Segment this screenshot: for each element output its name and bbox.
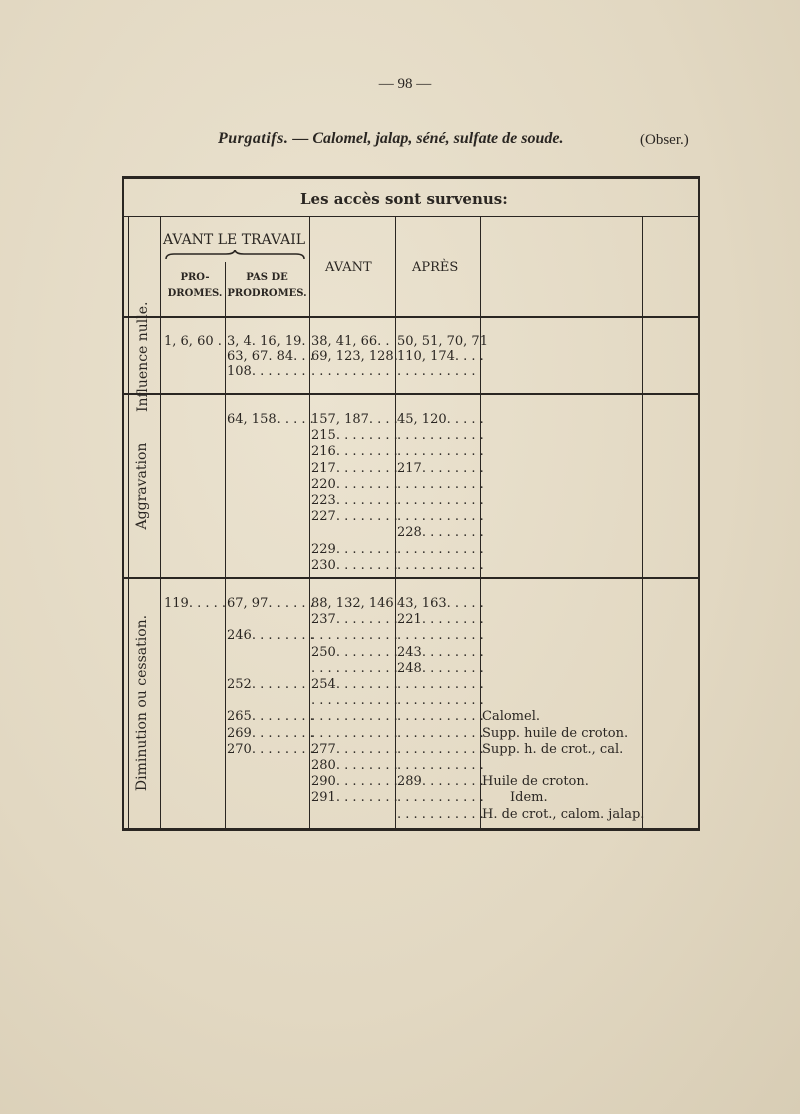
table-caption: Les accès sont survenus:: [300, 190, 508, 208]
header-pas-prodromes-1: PAS DE: [246, 272, 288, 283]
aggravation-avant-7: 227. . . . . . . .: [311, 509, 398, 525]
diminution-pas-prodromes-9: 270. . . . . . . .: [227, 741, 314, 757]
aggravation-apres-10: . . . . . . . . . . .: [397, 557, 484, 573]
diminution-apres-2: 221. . . . . . . .: [397, 612, 484, 628]
aggravation-avant-6: 223. . . . . . . .: [311, 493, 398, 508]
diminution-pas-prodromes-7: 265. . . . . . . .: [227, 709, 314, 725]
influence-avant-2: 69, 123, 128.: [311, 349, 398, 364]
diminution-avant-2: 237. . . . . . . .: [311, 612, 398, 628]
influence-pas-prodromes-3: 108. . . . . . .: [227, 364, 306, 379]
aggravation-avant-9: 229. . . . . . . .: [311, 541, 398, 557]
caption-rule: [124, 216, 698, 217]
diminution-pas-prodromes-1: 67, 97. . . . . .: [227, 596, 314, 611]
aggravation-apres-2: . . . . . . . . . . .: [397, 428, 484, 444]
diminution-remark-2: Supp. huile de croton.: [482, 725, 629, 741]
aggravation-apres-6: . . . . . . . . . . .: [397, 493, 484, 508]
rowlabel-col-rule: [160, 216, 161, 830]
diminution-avant-3: . . . . . . . . . . .: [311, 628, 398, 644]
aggravation-rule: [124, 577, 698, 579]
aggravation-apres-4: 217. . . . . . . .: [397, 460, 484, 476]
heading-items: Calomel, jalap, séné, sulfate de soude.: [312, 130, 564, 147]
influence-apres-1: 50, 51, 70, 71: [397, 334, 488, 349]
influence-apres-3: . . . . . . . . . .: [397, 364, 476, 379]
diminution-apres-7: . . . . . . . . . . .: [397, 693, 484, 709]
aggravation-avant-3: 216. . . . . . . .: [311, 444, 398, 460]
row-label-aggravation: Aggravation: [134, 442, 150, 530]
diminution-avant-6: 254. . . . . . . .: [311, 677, 398, 692]
aggravation-apres-7: . . . . . . . . . . .: [397, 509, 484, 525]
aggravation-apres-5: . . . . . . . . . . .: [397, 476, 484, 492]
diminution-remark-5: Huile de croton.: [482, 774, 589, 790]
diminution-apres-8: . . . . . . . . . . .: [397, 709, 484, 725]
diminution-avant-9: . . . . . . . . . . .: [311, 725, 398, 741]
aggravation-avant-1: 157, 187. . . .: [311, 412, 398, 427]
influence-pas-prodromes-2: 63, 67. 84. . .: [227, 349, 314, 364]
table-border-top: [122, 176, 700, 179]
aggravation-apres-1: 45, 120. . . . .: [397, 412, 484, 427]
diminution-pas-prodromes-3: 246. . . . . . . .: [227, 628, 314, 644]
diminution-pas-prodromes-5: 252. . . . . . .: [227, 677, 306, 692]
aggravation-avant-10: 230. . . . . . . .: [311, 557, 398, 573]
aggravation-apres-9: . . . . . . . . . . .: [397, 541, 484, 557]
diminution-apres-12: 289. . . . . . . .: [397, 774, 484, 790]
influence-avant-1: 38, 41, 66. .: [311, 334, 390, 349]
row-label-diminution: Diminution ou cessation.: [134, 614, 150, 792]
header-avant-le-travail: AVANT LE TRAVAIL: [163, 232, 306, 248]
table-border-left: [122, 176, 124, 831]
diminution-remark-1: Calomel.: [482, 709, 540, 725]
diminution-avant-11: 280. . . . . . . .: [311, 758, 398, 773]
diminution-avant-10: 277. . . . . . . .: [311, 741, 398, 757]
header-rule: [124, 316, 698, 318]
heading-category: Purgatifs.: [218, 130, 289, 147]
diminution-avant-4: 250. . . . . . . .: [311, 644, 398, 660]
heading-obs: (Obser.): [640, 132, 689, 148]
diminution-avant-12: 290. . . . . . . .: [311, 774, 398, 790]
diminution-remark-3: Supp. h. de crot., cal.: [482, 741, 624, 757]
diminution-remark-7: H. de crot., calom. jalap.: [482, 806, 645, 822]
aggravation-pas-prodromes-1: 64, 158. . . . .: [227, 412, 314, 427]
diminution-avant-7: . . . . . . . . . . .: [311, 693, 398, 709]
brace-icon: [164, 250, 306, 262]
diminution-prodromes: 119. . . . .: [164, 596, 227, 611]
diminution-apres-3: . . . . . . . . . . .: [397, 628, 484, 644]
diminution-apres-11: . . . . . . . . . . .: [397, 758, 484, 773]
diminution-apres-10: . . . . . . . . . . .: [397, 741, 484, 757]
table-border-right: [698, 176, 700, 831]
heading-dash: —: [292, 130, 309, 147]
influence-apres-2: 110, 174. . . .: [397, 349, 484, 364]
aggravation-apres-8: 228. . . . . . . .: [397, 525, 484, 541]
diminution-pas-prodromes-8: 269. . . . . . . .: [227, 725, 314, 741]
influence-prodromes: 1, 6, 60 .: [164, 334, 222, 349]
influence-rule: [124, 393, 698, 395]
diminution-avant-5: . . . . . . . . . . .: [311, 660, 398, 676]
section-heading: [218, 130, 563, 148]
prodromes-col-rule: [225, 262, 226, 830]
diminution-avant-8: . . . . . . . . . . .: [311, 709, 398, 725]
influence-pas-prodromes-1: 3, 4. 16, 19.: [227, 334, 306, 349]
aggravation-apres-3: . . . . . . . . . . .: [397, 444, 484, 460]
header-avant: AVANT: [325, 260, 372, 275]
diminution-apres-13: . . . . . . . . . . .: [397, 790, 484, 806]
rowlabel-inner-rule: [128, 216, 129, 830]
diminution-apres-1: 43, 163. . . . .: [397, 596, 484, 611]
aggravation-avant-5: 220. . . . . . . .: [311, 476, 398, 492]
row-label-influence: Influence nulle.: [135, 301, 151, 412]
diminution-avant-13: 291. . . . . . . .: [311, 790, 398, 806]
diminution-apres-4: 243. . . . . . . .: [397, 644, 484, 660]
aggravation-avant-2: 215. . . . . . . .: [311, 428, 398, 444]
table-border-bottom: [122, 828, 700, 831]
aggravation-avant-4: 217. . . . . . . .: [311, 460, 398, 476]
header-apres: APRÈS: [412, 260, 459, 275]
diminution-avant-1: 88, 132, 146: [311, 596, 394, 611]
header-pas-prodromes-2: PRODROMES.: [227, 288, 307, 299]
page-number: — 98 —: [378, 76, 432, 92]
diminution-apres-6: . . . . . . . . . . .: [397, 677, 484, 692]
diminution-apres-5: 248. . . . . . . .: [397, 660, 484, 676]
diminution-apres-9: . . . . . . . . . . .: [397, 725, 484, 741]
header-prodromes-2: DROMES.: [167, 288, 223, 299]
header-prodromes-1: PRO-: [180, 272, 210, 283]
diminution-apres-14: . . . . . . . . . . .: [397, 806, 484, 822]
remarks-col-rule: [642, 216, 643, 830]
diminution-remark-6: Idem.: [510, 790, 548, 806]
influence-avant-3: . . . . . . . . . .: [311, 364, 390, 379]
